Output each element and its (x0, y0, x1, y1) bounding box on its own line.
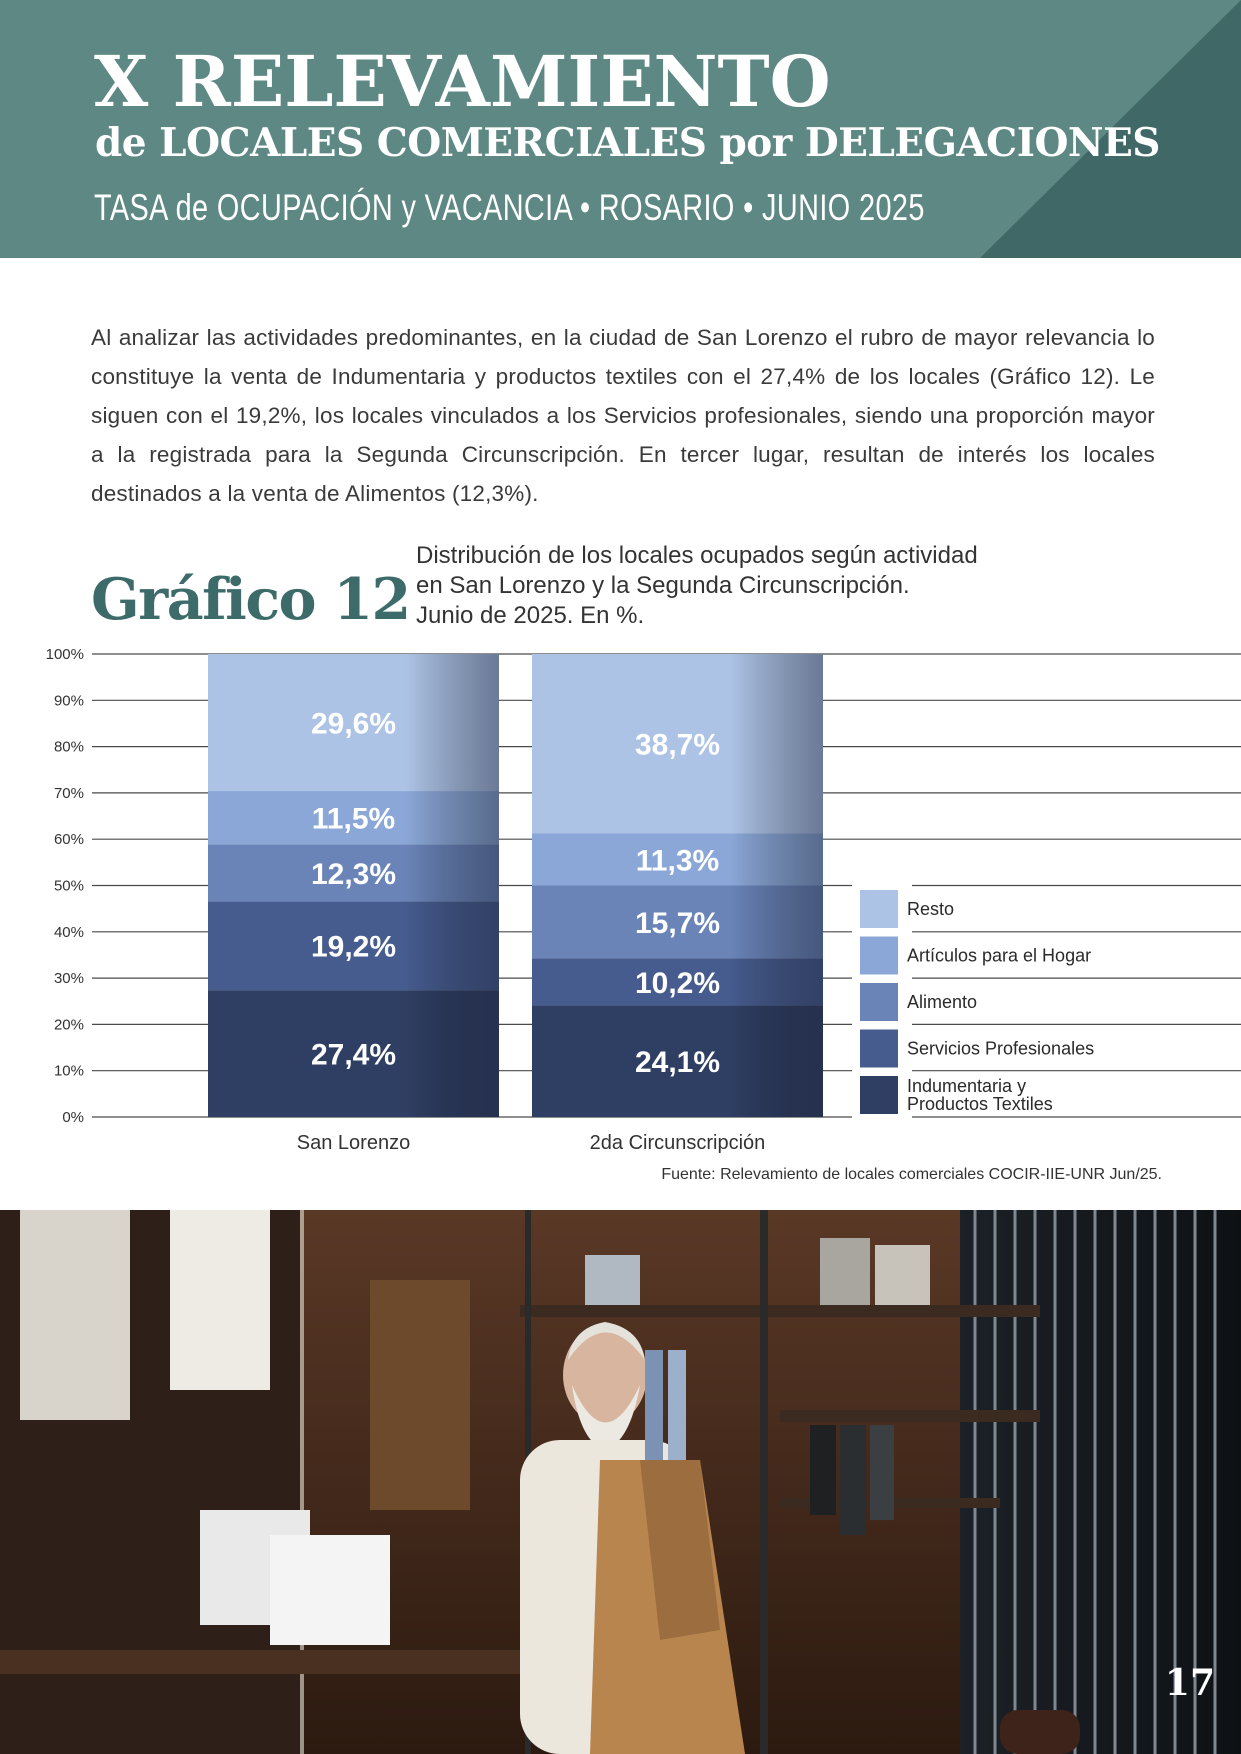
legend-swatch (860, 983, 898, 1021)
page-number: 17 (1164, 1662, 1215, 1704)
legend-swatch (860, 1030, 898, 1068)
clothing-store-illustration (0, 1210, 1241, 1754)
chart-source: Fuente: Relevamiento de locales comerciales COCIR-IIE-UNR Jun/25. (661, 1166, 1162, 1183)
legend-label: Productos Textiles (907, 1094, 1053, 1114)
chart-title-line: en San Lorenzo y la Segunda Circunscripción. (416, 572, 910, 599)
y-tick-label: 60% (53, 831, 84, 849)
chart-number: Gráfico 12 (91, 566, 410, 633)
bar-shading (208, 654, 499, 1117)
bar-shading (532, 654, 823, 1117)
stacked-bar-chart (0, 630, 1241, 1190)
legend-swatch (860, 890, 898, 928)
y-tick-label: 30% (53, 970, 84, 988)
y-tick-label: 50% (53, 877, 84, 895)
legend-swatch (860, 1076, 898, 1114)
header-title-line2: de LOCALES COMERCIALES por DELEGACIONES (95, 120, 1160, 166)
y-tick-label: 20% (53, 1016, 84, 1034)
legend-label: Indumentaria y (907, 1076, 1027, 1096)
legend-label: Servicios Profesionales (907, 1038, 1095, 1059)
y-tick-label: 100% (45, 646, 84, 663)
header-subtitle: TASA de OCUPACIÓN y VACANCIA • ROSARIO • JUNIO 2025 (94, 187, 925, 228)
store-photo (0, 1210, 1241, 1754)
y-tick-label: 10% (53, 1062, 84, 1080)
y-tick-label: 0% (62, 1109, 84, 1126)
chart-legend (852, 882, 1094, 1123)
header-title: X RELEVAMIENTO (94, 40, 831, 123)
legend-label: Artículos para el Hogar (907, 945, 1092, 966)
x-category-label: 2da Circunscripción (589, 1132, 766, 1154)
chart-bars (208, 654, 823, 1154)
y-tick-label: 40% (53, 923, 84, 941)
legend-swatch (860, 937, 898, 975)
chart-title (416, 541, 1096, 631)
y-tick-label: 70% (53, 784, 84, 802)
page-header (0, 0, 1241, 258)
legend-label: Alimento (907, 992, 978, 1012)
chart-title-line: Distribución de los locales ocupados según actividad (416, 542, 978, 569)
y-tick-label: 80% (53, 738, 84, 756)
y-tick-label: 90% (53, 692, 84, 710)
chart-title-line: Junio de 2025. En %. (416, 602, 645, 629)
x-category-label: San Lorenzo (296, 1132, 411, 1154)
legend-label: Resto (907, 899, 955, 919)
intro-paragraph: Al analizar las actividades predominantes, en la ciudad de San Lorenzo el rubro de mayor relevancia lo constituye la venta de Indumentaria y productos textiles con el 27,4% de los locales (Gráfico 12). Le siguen con el 19,2%, los locales vinculados a los Servicios profesionales, siendo una proporción mayor a la registrada para la Segunda Circunscripción. En tercer lugar, resultan de interés los locales destinados a la venta de Alimentos (12,3%). (91, 325, 1155, 506)
